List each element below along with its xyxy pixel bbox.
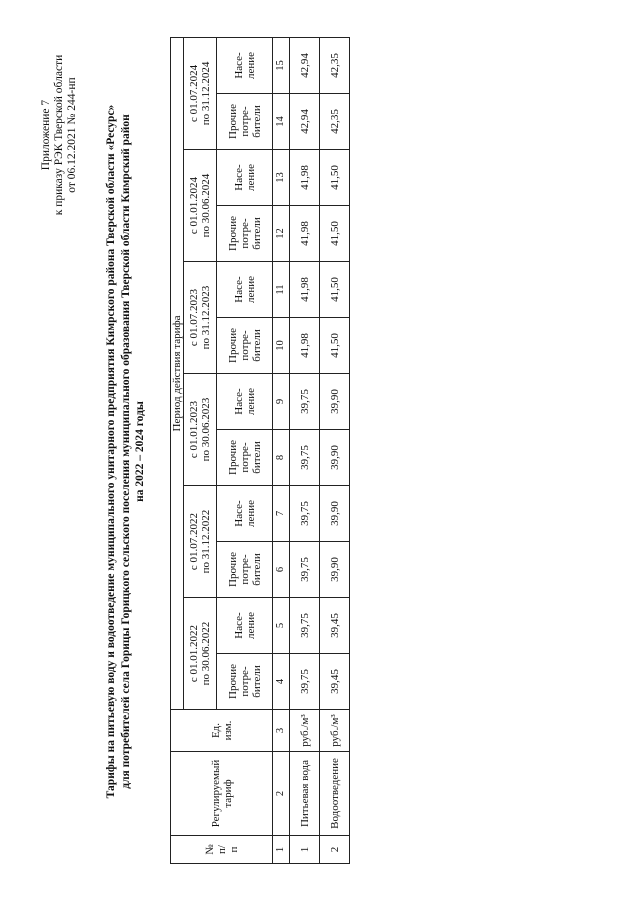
period-header: с 01.01.2022 по 30.06.2022 [184,598,217,710]
tariff-value: 42,94 [290,94,320,150]
header-population: Насе- ление [217,262,273,318]
header-tariff: Регулируемый тариф [171,752,273,836]
period-header: с 01.07.2022 по 31.12.2022 [184,486,217,598]
tariff-value: 41,98 [290,318,320,374]
tariff-value: 39,90 [320,430,350,486]
appendix-note [40,30,79,240]
tariff-value: 41,98 [290,150,320,206]
column-number: 2 [273,752,290,836]
table-row [320,37,350,863]
tariff-value: 41,50 [320,318,350,374]
row-tariff: Питьевая вода [290,752,320,836]
header-population: Насе- ление [217,37,273,93]
tariff-value: 39,75 [290,598,320,654]
column-number: 7 [273,486,290,542]
tariff-value: 39,75 [290,374,320,430]
column-number: 12 [273,206,290,262]
title-line: на 2022 – 2024 годы [134,401,146,502]
header-period: Период действия тарифа [171,37,184,709]
title-line: для потребителей села Горицы Горицкого сельского поселения муниципального образования Тверской области Кимрский район [119,114,132,789]
header-other-consumers: Прочие потре- бители [217,542,273,598]
tariff-table [170,37,350,864]
header-other-consumers: Прочие потре- бители [217,654,273,710]
tariff-value: 42,35 [320,37,350,93]
tariff-value: 42,35 [320,94,350,150]
header-number: № п/ п [171,836,273,864]
title-line: Тарифы на питьевую воду и водоотведение муниципального унитарного предприятия Кимрского района Тверской области «Ресурс» [105,104,117,799]
header-other-consumers: Прочие потре- бители [217,318,273,374]
row-number: 2 [320,836,350,864]
tariff-value: 39,75 [290,654,320,710]
tariff-value: 41,50 [320,262,350,318]
period-header: с 01.01.2024 по 30.06.2024 [184,150,217,262]
period-header: с 01.01.2023 по 30.06.2023 [184,374,217,486]
column-number: 6 [273,542,290,598]
header-population: Насе- ление [217,150,273,206]
header-other-consumers: Прочие потре- бители [217,430,273,486]
row-unit: руб./м³ [320,710,350,752]
period-header: с 01.07.2024 по 31.12.2024 [184,37,217,149]
header-other-consumers: Прочие потре- бители [217,206,273,262]
appendix-line: от 06.12.2021 № 244-нп [66,77,78,193]
row-number: 1 [290,836,320,864]
tariff-value: 39,45 [320,654,350,710]
header-population: Насе- ление [217,374,273,430]
header-population: Насе- ление [217,598,273,654]
column-number: 3 [273,710,290,752]
column-number: 11 [273,262,290,318]
tariff-value: 41,98 [290,206,320,262]
column-number: 10 [273,318,290,374]
column-number-row [273,37,290,863]
tariff-value: 39,75 [290,430,320,486]
column-number: 13 [273,150,290,206]
column-number: 1 [273,836,290,864]
tariff-value: 42,94 [290,37,320,93]
column-number: 4 [273,654,290,710]
tariff-value: 39,75 [290,542,320,598]
tariff-value: 41,50 [320,150,350,206]
period-header: с 01.07.2023 по 31.12.2023 [184,262,217,374]
column-number: 15 [273,37,290,93]
column-number: 9 [273,374,290,430]
tariff-value: 39,75 [290,486,320,542]
tariff-value: 41,50 [320,206,350,262]
column-number: 8 [273,430,290,486]
tariff-value: 39,90 [320,486,350,542]
column-number: 5 [273,598,290,654]
header-other-consumers: Прочие потре- бители [217,94,273,150]
appendix-line: к приказу РЭК Тверской области [53,54,65,216]
row-unit: руб./м³ [290,710,320,752]
tariff-value: 39,90 [320,542,350,598]
header-population: Насе- ление [217,486,273,542]
tariff-value: 39,90 [320,374,350,430]
row-tariff: Водоотведение [320,752,350,836]
column-number: 14 [273,94,290,150]
document-title [104,40,148,863]
header-unit: Ед. изм. [171,710,273,752]
table-row [290,37,320,863]
tariff-value: 41,98 [290,262,320,318]
tariff-value: 39,45 [320,598,350,654]
appendix-line: Приложение 7 [40,99,52,171]
